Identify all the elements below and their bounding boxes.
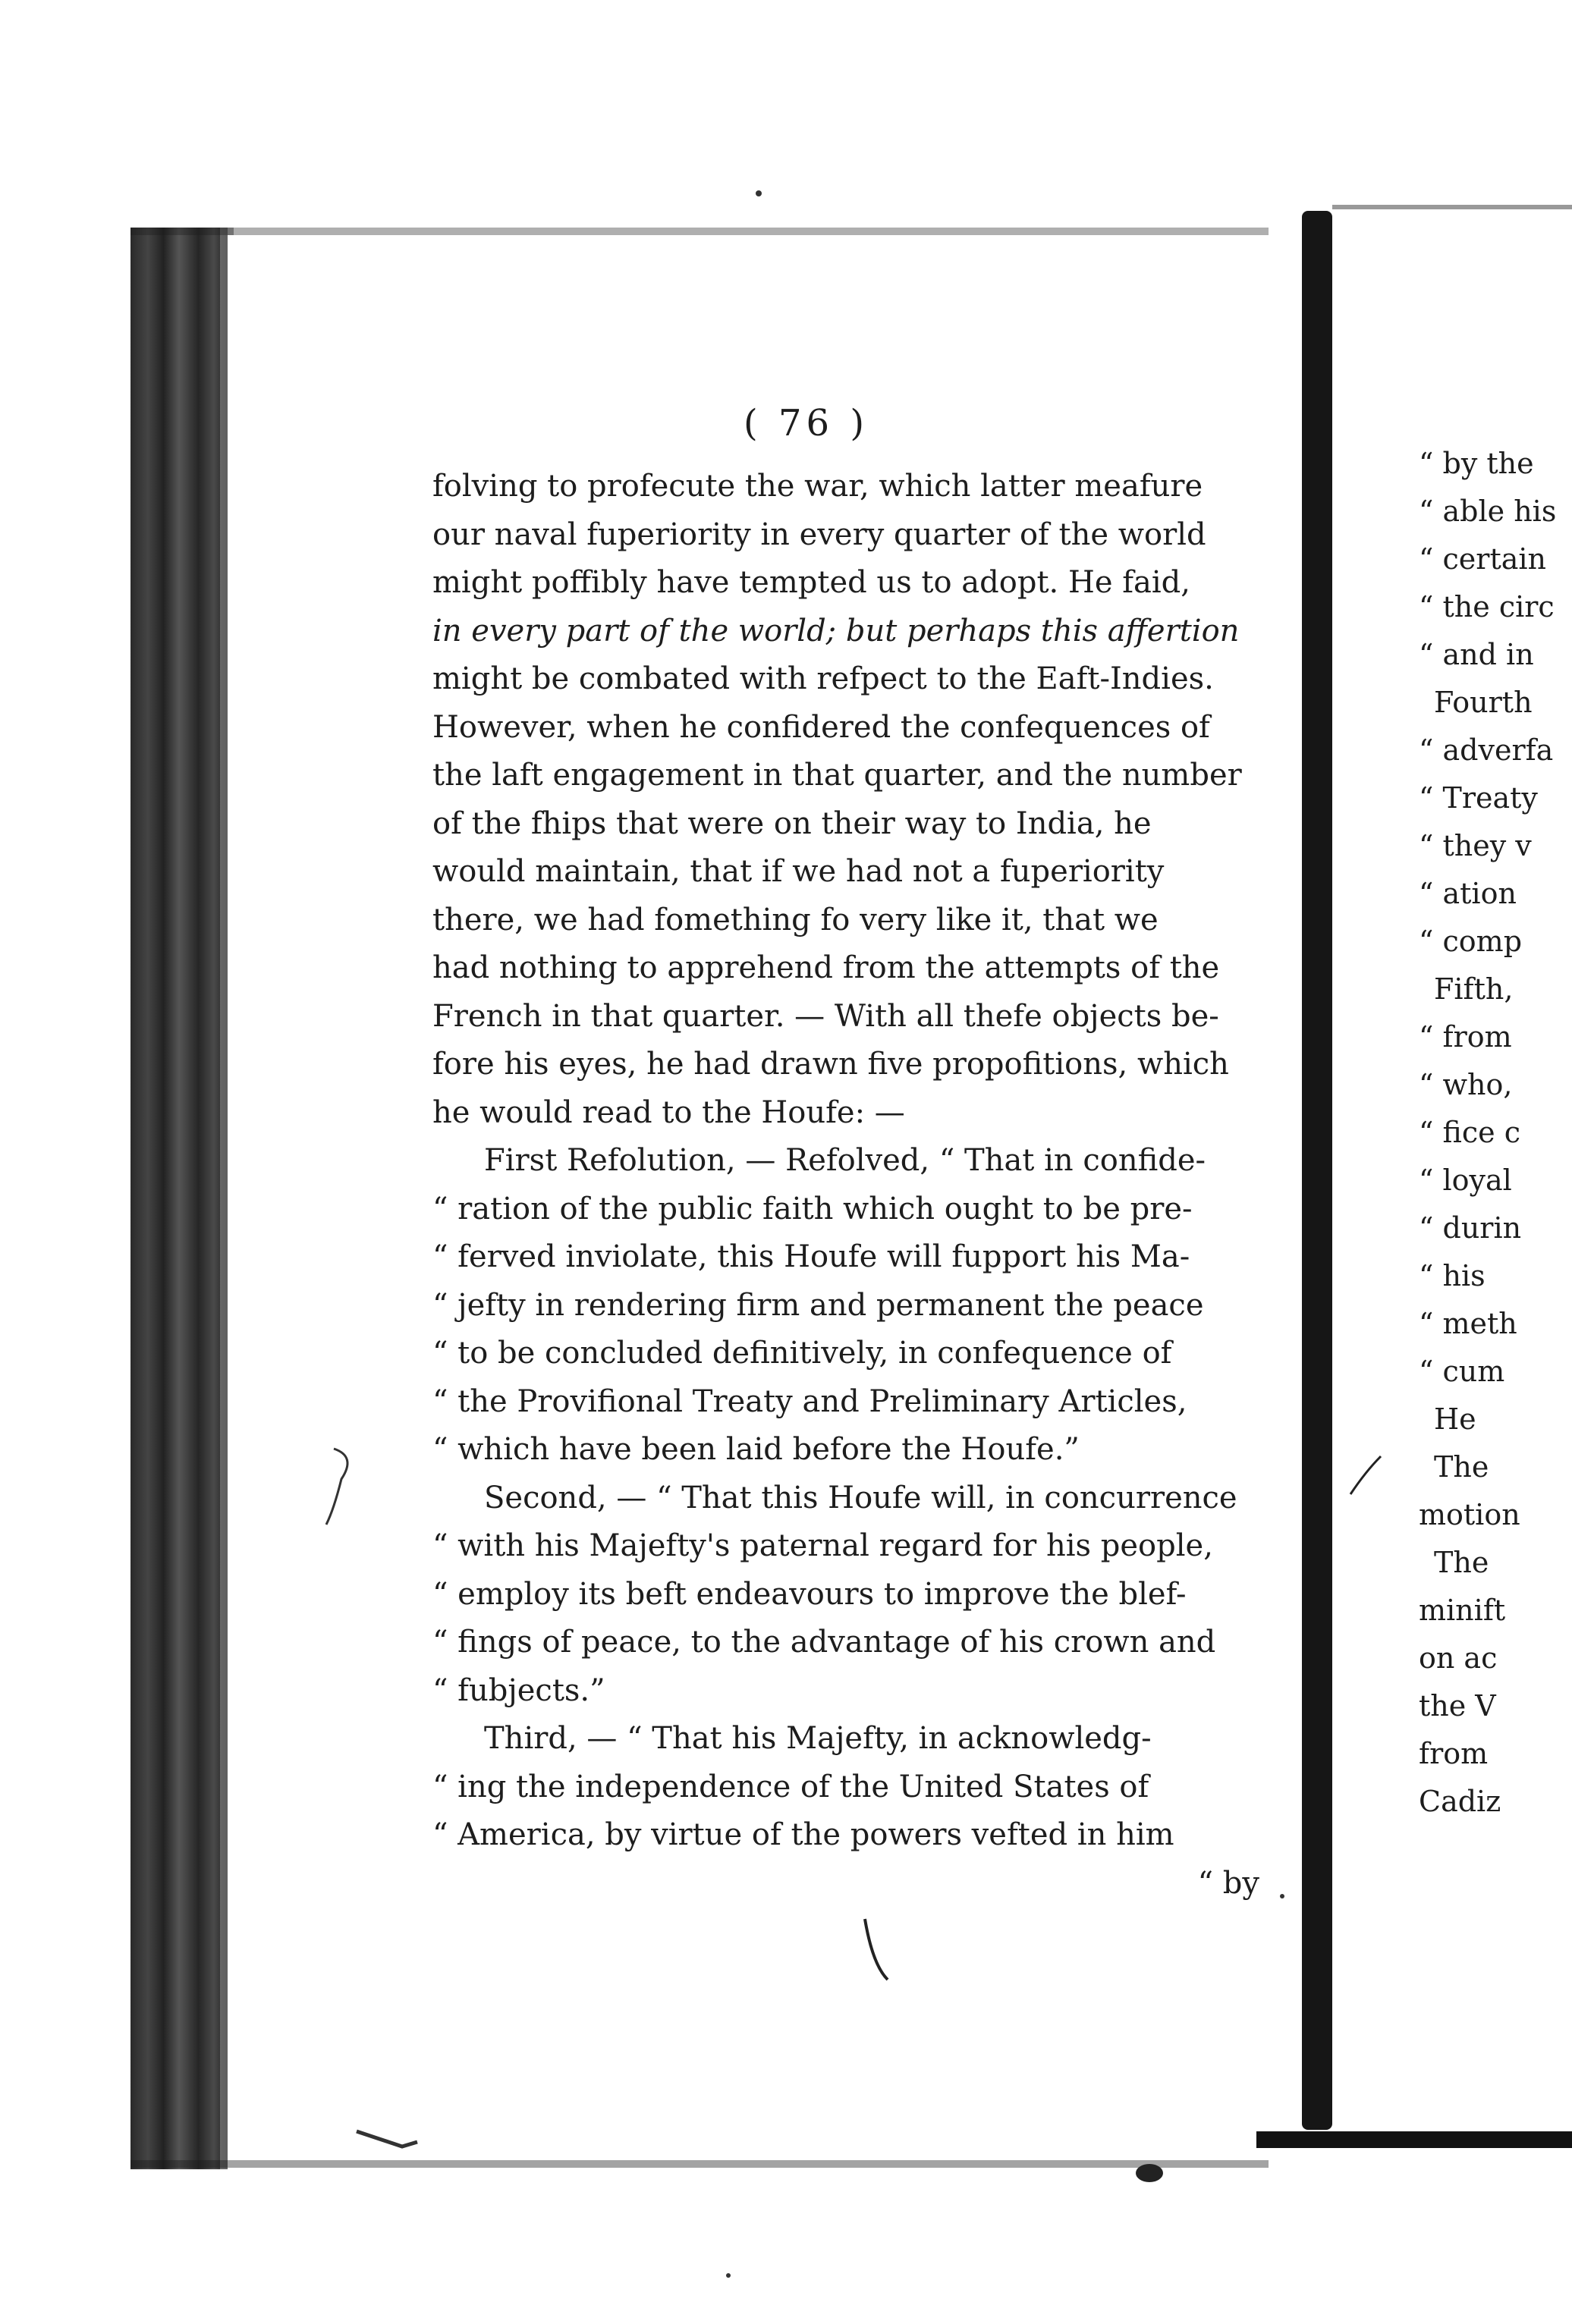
text-line: “ certain: [1419, 542, 1546, 576]
right-page-body: [1419, 440, 1572, 1826]
text-line: “ his: [1419, 1259, 1486, 1292]
text-line: our naval fuperiority in every quarter of the world: [432, 517, 1206, 552]
text-line: “ comp: [1419, 925, 1523, 958]
ink-speck: [726, 2273, 731, 2278]
text-line: “ adverfa: [1419, 733, 1554, 767]
text-line: “ ferved inviolate, this Houfe will fupport his Ma-: [432, 1239, 1190, 1274]
text-line: might be combated with refpect to the Eaft-Indies.: [432, 661, 1214, 696]
text-line: “ America, by virtue of the powers vefted in him: [432, 1817, 1174, 1852]
text-line: “ from: [1419, 1020, 1512, 1054]
text-line: “ and in: [1419, 638, 1534, 671]
text-line: Cadiz: [1419, 1785, 1501, 1818]
text-line: minift: [1419, 1594, 1506, 1627]
text-line: Fourth: [1434, 686, 1533, 719]
text-line: “ who,: [1419, 1068, 1513, 1101]
text-line: “ which have been laid before the Houfe.”: [432, 1432, 1080, 1467]
right-page-top-edge: [1332, 205, 1572, 209]
text-line: “ loyal: [1419, 1164, 1512, 1197]
text-line: folving to profecute the war, which latter meafure: [432, 469, 1203, 504]
page-number: ( 76 ): [744, 402, 869, 444]
text-line: had nothing to apprehend from the attempts of the: [432, 950, 1220, 985]
text-line: “ fings of peace, to the advantage of his crown and: [432, 1625, 1216, 1660]
page-top-edge: [130, 228, 1269, 235]
text-line: “ fice c: [1419, 1116, 1520, 1149]
text-line: “ ation: [1419, 877, 1517, 910]
text-line: “ able his: [1419, 495, 1557, 528]
text-line: French in that quarter. — With all thefe objects be-: [432, 998, 1219, 1034]
text-line: the V: [1419, 1689, 1496, 1723]
text-line: from: [1419, 1737, 1489, 1770]
text-line: “ with his Majefty's paternal regard for his people,: [432, 1528, 1213, 1563]
text-line: motion: [1419, 1498, 1520, 1531]
text-line: However, when he confidered the confequences of: [432, 709, 1210, 745]
text-line: “ the Provifional Treaty and Preliminary Articles,: [432, 1383, 1187, 1419]
right-page-bottom-edge: [1256, 2131, 1572, 2148]
text-line: “ ing the independence of the United States of: [432, 1769, 1149, 1804]
text-line: “ meth: [1419, 1307, 1517, 1340]
text-line: Fifth,: [1434, 972, 1514, 1006]
text-line: “ they v: [1419, 829, 1532, 862]
text-line: “ jefty in rendering firm and permanent the peace: [432, 1287, 1204, 1323]
text-line: might poffibly have tempted us to adopt. He faid,: [432, 565, 1190, 600]
book-spine: [130, 228, 228, 2169]
gutter-shadow: [1302, 211, 1332, 2130]
text-line: He: [1434, 1402, 1476, 1436]
text-line: Third, — “ That his Majefty, in acknowledg-: [484, 1721, 1152, 1756]
text-line: Second, — “ That this Houfe will, in concurrence: [484, 1480, 1237, 1515]
text-line: would maintain, that if we had not a fuperiority: [432, 854, 1165, 889]
page-bottom-edge: [130, 2160, 1269, 2168]
text-line: on ac: [1419, 1641, 1498, 1675]
text-line: First Refolution, — Refolved, “ That in confide-: [484, 1143, 1206, 1178]
text-line: “ durin: [1419, 1211, 1522, 1245]
text-line: “ the circ: [1419, 590, 1555, 623]
text-line: fore his eyes, he had drawn five propofitions, which: [432, 1047, 1229, 1082]
text-line: “ by the: [1419, 447, 1534, 480]
text-line: there, we had fomething fo very like it, that we: [432, 902, 1159, 937]
ink-speck: [756, 190, 762, 196]
text-line: he would read to the Houfe: —: [432, 1094, 905, 1130]
text-line: “ cum: [1419, 1355, 1505, 1388]
text-line: “ employ its beft endeavours to improve the blef-: [432, 1576, 1187, 1612]
text-line: “ ration of the public faith which ought to be pre-: [432, 1191, 1193, 1226]
catchword: “ by: [1197, 1865, 1259, 1901]
left-page-body: [432, 463, 1282, 1908]
text-line: “ Treaty: [1419, 781, 1538, 815]
text-line: the laft engagement in that quarter, and the number: [432, 758, 1242, 793]
stray-mark: [1350, 1456, 1381, 1494]
text-line: The: [1434, 1546, 1489, 1579]
text-line: “ to be concluded definitively, in confequence of: [432, 1336, 1172, 1371]
text-line: The: [1434, 1450, 1489, 1484]
text-line: in every part of the world; but perhaps this affertion: [432, 613, 1240, 649]
text-line: “ fubjects.”: [432, 1672, 605, 1708]
text-line: of the fhips that were on their way to India, he: [432, 806, 1152, 841]
